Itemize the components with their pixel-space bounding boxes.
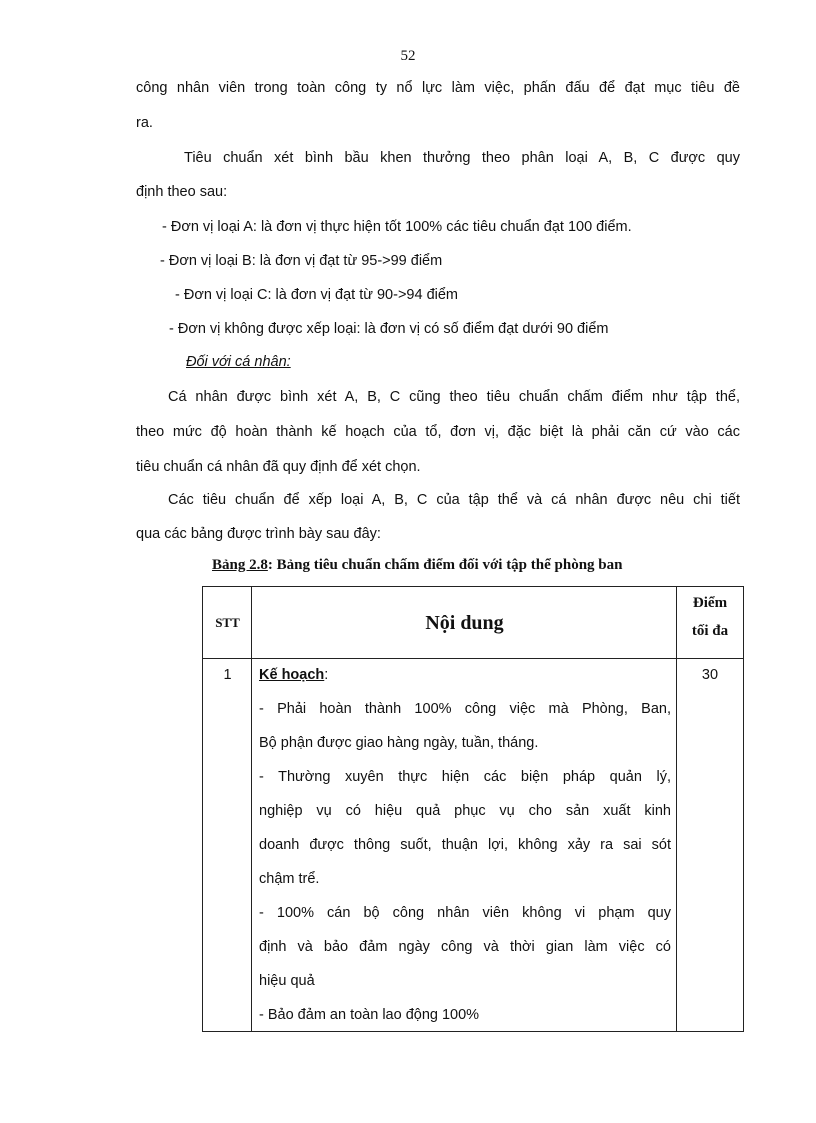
row-1-heading-suffix: : (324, 667, 329, 683)
header-content: Nội dung (425, 611, 504, 634)
row-1-line-4: nghiệp vụ có hiệu quả phục vụ cho sản xuất kinh (259, 803, 671, 819)
bullet-unit-a: - Đơn vị loại A: là đơn vị thực hiện tốt 100% các tiêu chuẩn đạt 100 điểm. (162, 219, 632, 235)
header-max-points-line-2: tối đa (691, 623, 729, 639)
standards-table (202, 586, 744, 1032)
table-caption (212, 555, 622, 575)
paragraph-3-line-2: theo mức độ hoàn thành kế hoạch của tổ, đơn vị, đặc biệt là phải căn cứ vào các (136, 424, 740, 440)
row-1-heading (259, 665, 671, 685)
paragraph-4-line-2: qua các bảng được trình bày sau đây: (136, 526, 381, 542)
row-1-line-1: - Phải hoàn thành 100% công việc mà Phòng, Ban, (259, 701, 671, 717)
row-1-line-3: - Thường xuyên thực hiện các biện pháp quản lý, (259, 769, 671, 785)
individual-heading: Đối với cá nhân: (186, 354, 291, 370)
row-1-line-5: doanh được thông suốt, thuận lợi, không xảy ra sai sót (259, 837, 671, 853)
row-1-line-10: - Bảo đảm an toàn lao động 100% (259, 1007, 480, 1023)
row-1-max-points: 30 (701, 667, 719, 683)
bullet-unit-unranked: - Đơn vị không được xếp loại: là đơn vị có số điểm đạt dưới 90 điểm (169, 321, 609, 337)
header-max-points-line-1: Điểm (692, 595, 728, 611)
header-max-points (677, 587, 743, 659)
paragraph-3-line-1: Cá nhân được bình xét A, B, C cũng theo tiêu chuẩn chấm điểm như tập thể, (168, 389, 740, 405)
row-1-line-2: Bộ phận được giao hàng ngày, tuần, tháng. (259, 735, 539, 751)
table-caption-label: Bảng 2.8 (212, 557, 268, 573)
row-1-line-9: hiệu quả (259, 973, 315, 989)
paragraph-4-line-1: Các tiêu chuẩn để xếp loại A, B, C của tập thể và cá nhân được nêu chi tiết (168, 492, 740, 508)
page-number: 52 (400, 48, 416, 64)
paragraph-2-line-2: định theo sau: (136, 184, 228, 200)
paragraph-3-line-3: tiêu chuẩn cá nhân đã quy định để xét chọn. (136, 459, 421, 475)
table-caption-title: : Bảng tiêu chuẩn chấm điểm đối với tập thể phòng ban (267, 557, 623, 573)
row-1-line-6: chậm trể. (259, 871, 320, 887)
row-1-line-8: định và bảo đảm ngày công và thời gian làm việc có (259, 939, 671, 955)
bullet-unit-b: - Đơn vị loại B: là đơn vị đạt từ 95->99 điểm (160, 253, 443, 269)
paragraph-1-line-1: công nhân viên trong toàn công ty nổ lực làm việc, phấn đấu để đạt mục tiêu đề (136, 80, 740, 96)
header-stt: STT (215, 615, 240, 630)
row-1-heading-text: Kế hoạch (259, 667, 325, 683)
bullet-unit-c: - Đơn vị loại C: là đơn vị đạt từ 90->94 điểm (175, 287, 458, 303)
row-1-stt: 1 (223, 667, 232, 683)
paragraph-2-line-1: Tiêu chuẩn xét bình bầu khen thưởng theo phân loại A, B, C được quy (184, 150, 740, 166)
paragraph-1-line-2: ra. (136, 115, 153, 131)
row-1-line-7: - 100% cán bộ công nhân viên không vi phạm quy (259, 905, 671, 921)
